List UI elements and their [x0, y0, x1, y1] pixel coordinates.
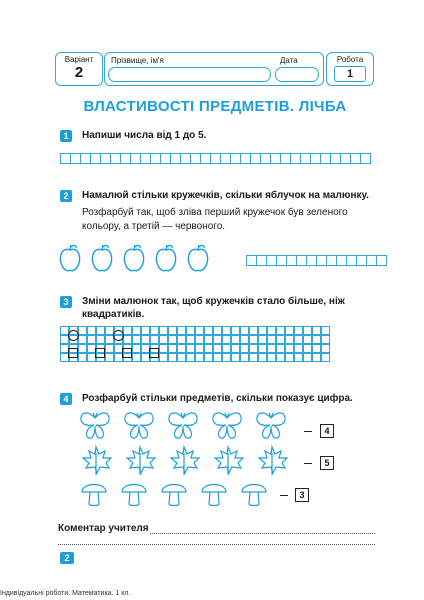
grid-cell[interactable]: [312, 353, 321, 362]
name-label: Прізвище, ім'я: [111, 56, 164, 65]
grid-cell[interactable]: [132, 326, 141, 335]
mushroom-icon: [202, 485, 226, 506]
task-text-2: Намалюй стільки кружечків, скільки яблучок на малюнку.: [82, 190, 369, 201]
answer-cells-2[interactable]: [246, 255, 386, 266]
task-subtext-2: Розфарбуй так, щоб зліва перший кружечок був зеленого кольору, а третій — червоного.: [82, 207, 348, 232]
dash: [304, 463, 312, 464]
count-box-mushrooms: 3: [295, 488, 309, 502]
maple-leaf-icon: [83, 447, 111, 475]
grid-cell[interactable]: [267, 335, 276, 344]
task-text-3: Зміни малюнок так, щоб кружечків стало більше, ніж квадратиків.: [82, 296, 345, 320]
mushroom-icon: [242, 485, 266, 506]
comment-line-2[interactable]: [58, 544, 375, 545]
grid-cell[interactable]: [249, 335, 258, 344]
grid-cell[interactable]: [177, 344, 186, 353]
grid-cell[interactable]: [312, 326, 321, 335]
grid-cell[interactable]: [321, 335, 330, 344]
grid-cell[interactable]: [321, 353, 330, 362]
grid-cell[interactable]: [294, 326, 303, 335]
grid-cell[interactable]: [276, 335, 285, 344]
variant-value: 2: [74, 64, 84, 81]
grid-cell[interactable]: [294, 335, 303, 344]
grid-cell[interactable]: [105, 344, 114, 353]
mushrooms-row: [80, 478, 280, 508]
grid-cell[interactable]: [78, 335, 87, 344]
grid-cell[interactable]: [186, 353, 195, 362]
grid-cell[interactable]: [240, 344, 249, 353]
grid-cell[interactable]: [213, 326, 222, 335]
apples-row: [58, 244, 238, 274]
apple-icon: [188, 245, 207, 271]
maple-leaf-icon: [171, 447, 199, 475]
grid-cell[interactable]: [303, 344, 312, 353]
date-field[interactable]: [275, 67, 319, 82]
dash: [304, 431, 312, 432]
grid-cell[interactable]: [132, 335, 141, 344]
comment-label: Коментар учителя: [58, 523, 149, 534]
variant-label: Варіант: [64, 55, 94, 64]
butterfly-icon: [257, 413, 285, 438]
grid-cell[interactable]: [222, 353, 231, 362]
grid-cell[interactable]: [213, 344, 222, 353]
maple-leaf-icon: [259, 447, 287, 475]
footer-text: Індивідуальні роботи. Математика. 1 кл.: [0, 590, 131, 597]
page-number: 2: [60, 552, 74, 564]
grid-cell[interactable]: [150, 335, 159, 344]
grid-cell[interactable]: [150, 326, 159, 335]
grid-cell[interactable]: [132, 344, 141, 353]
work-value-box: 1: [334, 66, 366, 82]
task-text-1: Напиши числа від 1 до 5.: [82, 130, 207, 141]
task-number-4: 4: [60, 393, 72, 405]
mushroom-icon: [162, 485, 186, 506]
answer-cells-1[interactable]: [60, 153, 370, 164]
grid-cell[interactable]: [240, 326, 249, 335]
grid-cell[interactable]: [186, 335, 195, 344]
answer-cell[interactable]: [360, 153, 371, 164]
grid-cell[interactable]: [240, 353, 249, 362]
grid-cell[interactable]: [258, 344, 267, 353]
grid-cell[interactable]: [78, 326, 87, 335]
apple-icon: [156, 245, 175, 271]
leaves-row: [80, 445, 300, 477]
grid-cell[interactable]: [231, 344, 240, 353]
grid-cell[interactable]: [231, 326, 240, 335]
grid-cell[interactable]: [177, 353, 186, 362]
grid-cell[interactable]: [204, 326, 213, 335]
grid-cell[interactable]: [213, 335, 222, 344]
grid-cell[interactable]: [78, 344, 87, 353]
circle-shape: [68, 330, 79, 341]
apple-icon: [124, 245, 143, 271]
grid-cell[interactable]: [285, 353, 294, 362]
grid-cell[interactable]: [303, 335, 312, 344]
grid-cell[interactable]: [303, 353, 312, 362]
grid-cell[interactable]: [141, 326, 150, 335]
grid-cell[interactable]: [168, 344, 177, 353]
grid-cell[interactable]: [177, 326, 186, 335]
mushroom-icon: [122, 485, 146, 506]
grid-cell[interactable]: [267, 344, 276, 353]
grid-cell[interactable]: [195, 344, 204, 353]
grid-cell[interactable]: [276, 326, 285, 335]
maple-leaf-icon: [215, 447, 243, 475]
grid-cell[interactable]: [222, 344, 231, 353]
butterfly-icon: [213, 413, 241, 438]
grid-cell[interactable]: [258, 335, 267, 344]
variant-box: [55, 52, 103, 86]
grid-cell[interactable]: [186, 344, 195, 353]
grid-cell[interactable]: [294, 353, 303, 362]
grid-cell[interactable]: [159, 335, 168, 344]
square-shape: [68, 348, 78, 358]
grid-cell[interactable]: [195, 335, 204, 344]
dash: [280, 495, 288, 496]
work-label: Робота: [336, 55, 364, 64]
grid-cell[interactable]: [249, 326, 258, 335]
task-number-2: 2: [60, 190, 72, 202]
square-shape: [95, 348, 105, 358]
task-number-3: 3: [60, 296, 72, 308]
grid-cell[interactable]: [195, 353, 204, 362]
grid-cell[interactable]: [258, 353, 267, 362]
page-title: ВЛАСТИВОСТІ ПРЕДМЕТІВ. ЛІЧБА: [83, 98, 347, 115]
grid-cell[interactable]: [222, 335, 231, 344]
answer-cell[interactable]: [376, 255, 387, 266]
grid-cell[interactable]: [222, 326, 231, 335]
grid-cell[interactable]: [168, 326, 177, 335]
name-field[interactable]: [108, 67, 271, 82]
task-text-4: Розфарбуй стільки предметів, скільки показує цифра.: [82, 393, 353, 404]
grid-cell[interactable]: [96, 326, 105, 335]
grid-cell[interactable]: [240, 335, 249, 344]
grid-cell[interactable]: [78, 353, 87, 362]
grid-cell[interactable]: [249, 353, 258, 362]
date-label: Дата: [280, 56, 298, 65]
grid-cell[interactable]: [276, 353, 285, 362]
grid-cell[interactable]: [141, 335, 150, 344]
butterfly-icon: [125, 413, 153, 438]
grid-cell[interactable]: [87, 326, 96, 335]
work-box: [326, 52, 374, 86]
grid-cell[interactable]: [123, 326, 132, 335]
maple-leaf-icon: [127, 447, 155, 475]
grid-cell[interactable]: [87, 335, 96, 344]
grid-cell[interactable]: [204, 335, 213, 344]
circle-shape: [113, 330, 124, 341]
butterfly-icon: [81, 413, 109, 438]
grid-cell[interactable]: [285, 335, 294, 344]
grid-cell[interactable]: [285, 344, 294, 353]
grid-cell[interactable]: [123, 335, 132, 344]
grid-cell[interactable]: [267, 353, 276, 362]
grid-cell[interactable]: [177, 335, 186, 344]
count-box-butterflies: 4: [320, 424, 334, 438]
grid-cell[interactable]: [168, 335, 177, 344]
name-date-box: [104, 52, 324, 86]
grid-cell[interactable]: [231, 353, 240, 362]
grid-cell[interactable]: [96, 335, 105, 344]
grid-cell[interactable]: [159, 344, 168, 353]
grid-cell[interactable]: [132, 353, 141, 362]
grid-cell[interactable]: [213, 353, 222, 362]
grid-cell[interactable]: [294, 344, 303, 353]
grid-cell[interactable]: [168, 353, 177, 362]
task-number-1: 1: [60, 130, 72, 142]
comment-line[interactable]: [150, 533, 375, 534]
apple-icon: [60, 245, 79, 271]
grid-cell[interactable]: [321, 344, 330, 353]
grid-cell[interactable]: [312, 344, 321, 353]
butterfly-icon: [169, 413, 197, 438]
grid-cell[interactable]: [267, 326, 276, 335]
mushroom-icon: [82, 485, 106, 506]
grid-cell[interactable]: [303, 326, 312, 335]
grid-cell[interactable]: [195, 326, 204, 335]
grid-cell[interactable]: [105, 353, 114, 362]
square-shape: [122, 348, 132, 358]
grid-cell[interactable]: [231, 335, 240, 344]
grid-cell[interactable]: [186, 326, 195, 335]
grid-cell[interactable]: [159, 326, 168, 335]
count-box-leaves: 5: [320, 456, 334, 470]
square-shape: [149, 348, 159, 358]
butterflies-row: [78, 410, 298, 442]
grid-cell[interactable]: [285, 326, 294, 335]
grid-cell[interactable]: [258, 326, 267, 335]
grid-cell[interactable]: [159, 353, 168, 362]
grid-cell[interactable]: [312, 335, 321, 344]
apple-icon: [92, 245, 111, 271]
grid-cell[interactable]: [204, 344, 213, 353]
grid-cell[interactable]: [204, 353, 213, 362]
grid-cell[interactable]: [276, 344, 285, 353]
grid-cell[interactable]: [321, 326, 330, 335]
grid-cell[interactable]: [249, 344, 258, 353]
